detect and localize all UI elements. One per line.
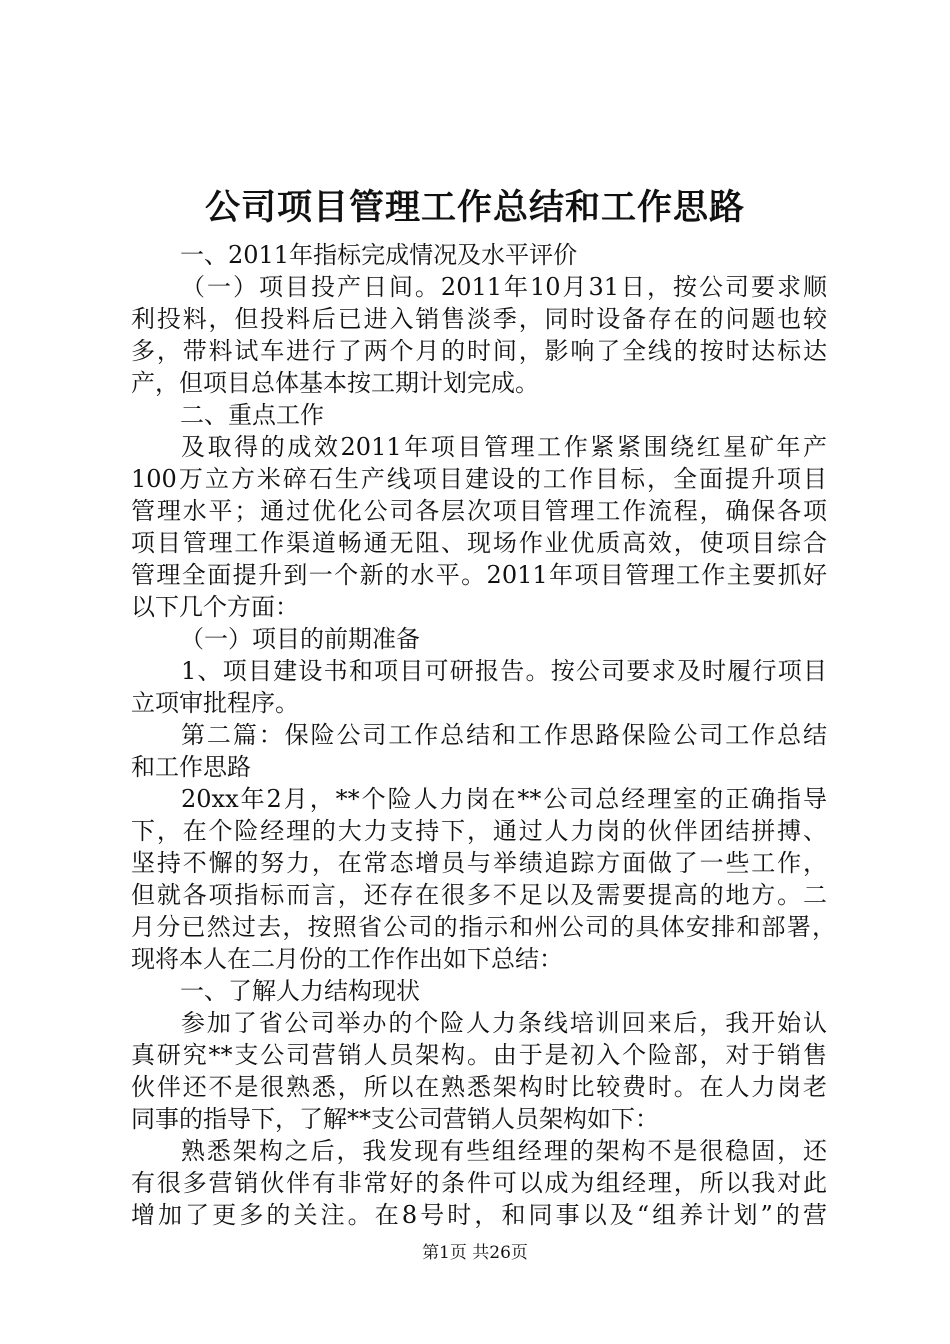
paragraph-line: 产，但项目总体基本按工期计划完成。 [131,369,539,397]
paragraph-line: 及取得的成效2011年项目管理工作紧紧围绕红星矿年产 [181,433,827,461]
paragraph-line: 管理水平；通过优化公司各层次项目管理工作流程，确保各项 [131,497,827,525]
paragraph-line: 增加了更多的关注。在8号时，和同事以及“组养计划”的营 [131,1201,827,1229]
paragraph-line: 有很多营销伙伴有非常好的条件可以成为组经理，所以我对此 [131,1169,827,1197]
paragraph-line: 利投料，但投料后已进入销售淡季，同时设备存在的问题也较 [131,305,827,333]
page-number: 第1页 共26页 [422,1243,528,1263]
paragraph-line: 下，在个险经理的大力支持下，通过人力岗的伙伴团结拼搏、 [131,817,827,845]
heading-3: 一、了解人力结构现状 [180,977,420,1005]
paragraph-line: 1、项目建设书和项目可研报告。按公司要求及时履行项目 [181,657,827,685]
paragraph-line: 多，带料试车进行了两个月的时间，影响了全线的按时达标达 [131,337,827,365]
paragraph-line: 坚持不懈的努力，在常态增员与举绩追踪方面做了一些工作， [131,849,827,877]
subheading: （一）项目的前期准备 [180,625,420,653]
paragraph-line: 100万立方米碎石生产线项目建设的工作目标，全面提升项目 [131,465,827,493]
paragraph-line: 以下几个方面： [131,593,299,621]
paragraph-line: 20xx年2月，**个险人力岗在**公司总经理室的正确指导 [181,785,827,813]
paragraph-line: 项目管理工作渠道畅通无阻、现场作业优质高效，使项目综合 [131,529,827,557]
paragraph-line: 现将本人在二月份的工作作出如下总结： [131,945,563,973]
heading-1: 一、2011年指标完成情况及水平评价 [180,241,578,269]
paragraph-line: 第二篇：保险公司工作总结和工作思路保险公司工作总结 [181,721,827,749]
paragraph-line: 和工作思路 [131,753,251,781]
document-title: 公司项目管理工作总结和工作思路 [204,187,745,228]
paragraph-line: 伙伴还不是很熟悉，所以在熟悉架构时比较费时。在人力岗老 [131,1073,827,1101]
paragraph-line: 同事的指导下，了解**支公司营销人员架构如下： [131,1105,659,1133]
paragraph-line: 但就各项指标而言，还存在很多不足以及需要提高的地方。二 [131,881,827,909]
paragraph-line: 管理全面提升到一个新的水平。2011年项目管理工作主要抓好 [131,561,827,589]
paragraph-line: （一）项目投产日间。2011年10月31日，按公司要求顺 [181,273,827,301]
paragraph-line: 参加了省公司举办的个险人力条线培训回来后，我开始认 [181,1009,827,1037]
paragraph-line: 真研究**支公司营销人员架构。由于是初入个险部，对于销售 [131,1041,827,1069]
paragraph-line: 熟悉架构之后，我发现有些组经理的架构不是很稳固，还 [181,1137,827,1165]
paragraph-line: 立项审批程序。 [131,689,299,717]
heading-2: 二、重点工作 [180,401,324,429]
paragraph-line: 月分已然过去，按照省公司的指示和州公司的具体安排和部署， [131,913,836,941]
